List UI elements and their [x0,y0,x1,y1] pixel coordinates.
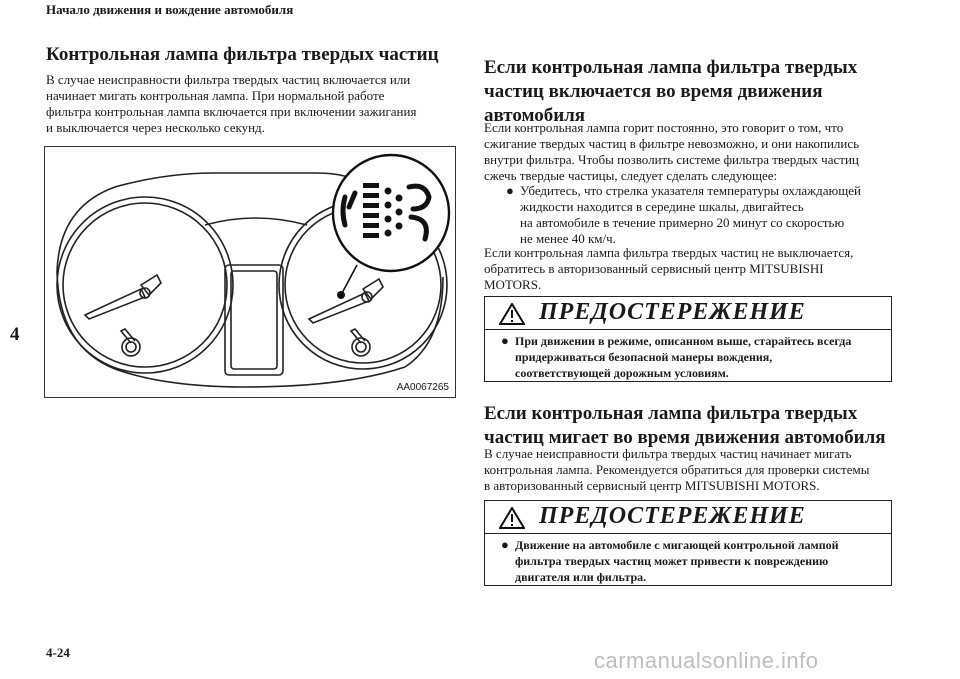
heading-line: частиц мигает во время движения автомобиля [484,427,886,448]
lamp-on-paragraph [484,120,904,184]
text-line: в авторизованный сервисный центр MITSUBISHI MOTORS. [484,478,820,493]
text-line: контрольная лампа. Рекомендуется обратиться для проверки системы [484,462,870,477]
heading-line: Если контрольная лампа фильтра твердых [484,57,858,78]
warning-title: ПРЕДОСТЕРЕЖЕНИЕ [539,503,806,529]
text-line: При движении в режиме, описанном выше, старайтесь всегда [515,334,852,348]
warning-box [484,296,892,382]
intro-paragraph [46,72,456,136]
text-line: сжечь твердые частицы, следует сделать следующее: [484,168,778,183]
text-line: придерживаться безопасной манеры вождения, [515,350,773,364]
text-line: внутри фильтра. Чтобы позволить системе фильтра твердых частиц [484,152,859,167]
chapter-tab: 4 [10,324,20,345]
instrument-cluster-figure [44,146,456,398]
text-line: фильтра контрольная лампа включается при включении зажигания [46,104,417,119]
warning-triangle-icon [499,303,525,325]
contact-paragraph [484,245,904,293]
bullet-icon: ● [501,537,509,552]
warning-text [501,333,881,381]
warning-title: ПРЕДОСТЕРЕЖЕНИЕ [539,299,806,325]
heading-line: частиц включается во время движения [484,81,823,102]
text-line: Если контрольная лампа фильтра твердых частиц не выключается, [484,245,854,260]
text-line: Убедитесь, что стрелка указателя температуры охлаждающей [520,183,861,198]
heading-line: автомобиля [484,105,586,126]
text-line: В случае неисправности фильтра твердых частиц включается или [46,72,411,87]
warning-text [501,537,881,585]
watermark: carmanualsonline.info [594,648,819,673]
page-header: Начало движения и вождение автомобиля [46,2,294,17]
section-heading-lamp: Контрольная лампа фильтра твердых частиц [46,44,439,65]
text-line: начинает мигать контрольная лампа. При нормальной работе [46,88,385,103]
text-line: жидкости находится в середине шкалы, двигайтесь [520,199,804,214]
blinking-paragraph [484,446,904,494]
section-heading-lamp-on [484,56,904,128]
text-line: Движение на автомобиле с мигающей контрольной лампой [515,538,839,552]
warning-triangle-icon [499,507,525,529]
figure-code: AA0067265 [396,382,449,393]
text-line: не менее 40 км/ч. [520,231,616,246]
page-number: 4-24 [46,645,70,660]
text-line: на автомобиле в течение примерно 20 минут со скоростью [520,215,845,230]
text-line: Если контрольная лампа горит постоянно, это говорит о том, что [484,120,844,135]
text-line: двигателя или фильтра. [515,570,647,584]
heading-line: Если контрольная лампа фильтра твердых [484,403,858,424]
section-heading-lamp-blinking [484,402,904,450]
warning-box [484,500,892,586]
bullet-item [506,183,906,247]
instrument-cluster-illustration [45,147,455,397]
text-line: и выключается через несколько секунд. [46,120,265,135]
bullet-icon: ● [501,333,509,348]
text-line: В случае неисправности фильтра твердых частиц начинает мигать [484,446,852,461]
text-line: MOTORS. [484,277,542,292]
text-line: фильтра твердых частиц может привести к повреждению [515,554,829,568]
bullet-icon: ● [506,183,514,198]
text-line: соответствующей дорожным условиям. [515,366,729,380]
text-line: обратитесь в авторизованный сервисный центр MITSUBISHI [484,261,824,276]
text-line: сжигание твердых частиц в фильтре невозможно, и они накопились [484,136,860,151]
